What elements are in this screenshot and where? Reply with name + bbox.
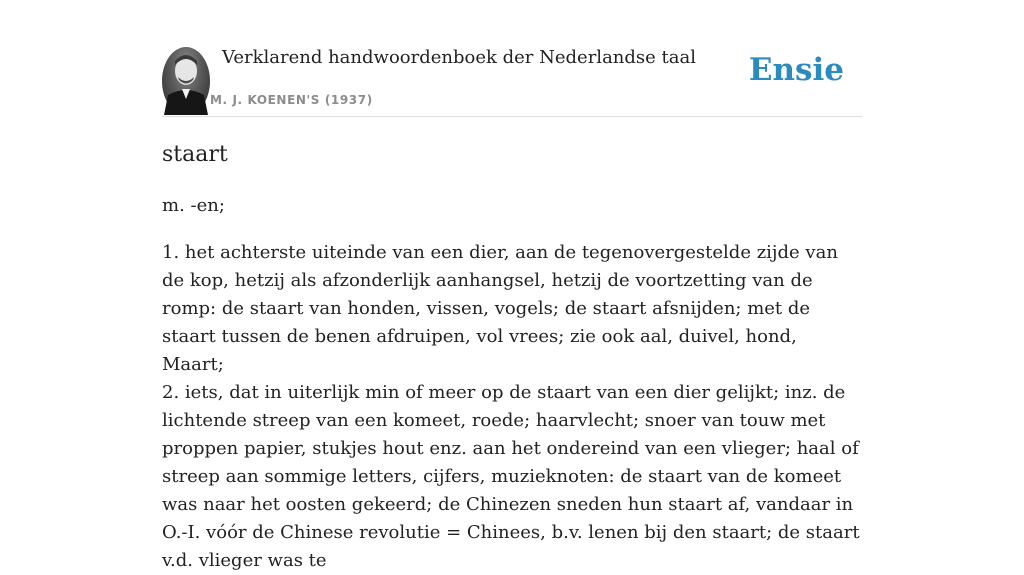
dictionary-subtitle: M. J. KOENEN'S (1937) bbox=[210, 93, 373, 107]
dictionary-title: Verklarend handwoordenboek der Nederlandse taal bbox=[222, 47, 696, 68]
entry-definitions bbox=[162, 239, 862, 575]
definition-2: 2. iets, dat in uiterlijk min of meer op de staart van een dier gelijkt; inz. de lichtende streep van een komeet, roede; haarvlecht; snoer van touw met proppen papier, stukjes hout enz. aan het ondereind van een vlieger; haal of streep aan sommige letters, cijfers, muzieknoten: de staart van de komeet was naar het oosten gekeerd; de Chinezen sneden hun staart af, vandaar in O.-I. vóór de Chinese revolutie = Chinees, b.v. lenen bij den staart; de staart v.d. vlieger was te bbox=[162, 382, 860, 571]
definition-1: 1. het achterste uiteinde van een dier, aan de tegenovergestelde zijde van de kop, hetzij als afzonderlijk aanhangsel, hetzij de voortzetting van de romp: de staart van honden, vissen, vogels; de staart afsnijden; met de staart tussen de benen afdruipen, vol vrees; zie ook aal, duivel, hond, Maart; bbox=[162, 242, 838, 375]
author-portrait-icon bbox=[162, 47, 210, 115]
ensie-logo-link[interactable]: Ensie bbox=[748, 52, 844, 88]
entry-grammar: m. -en; bbox=[162, 195, 225, 216]
entry-headword: staart bbox=[162, 142, 228, 167]
dictionary-header bbox=[162, 46, 862, 117]
